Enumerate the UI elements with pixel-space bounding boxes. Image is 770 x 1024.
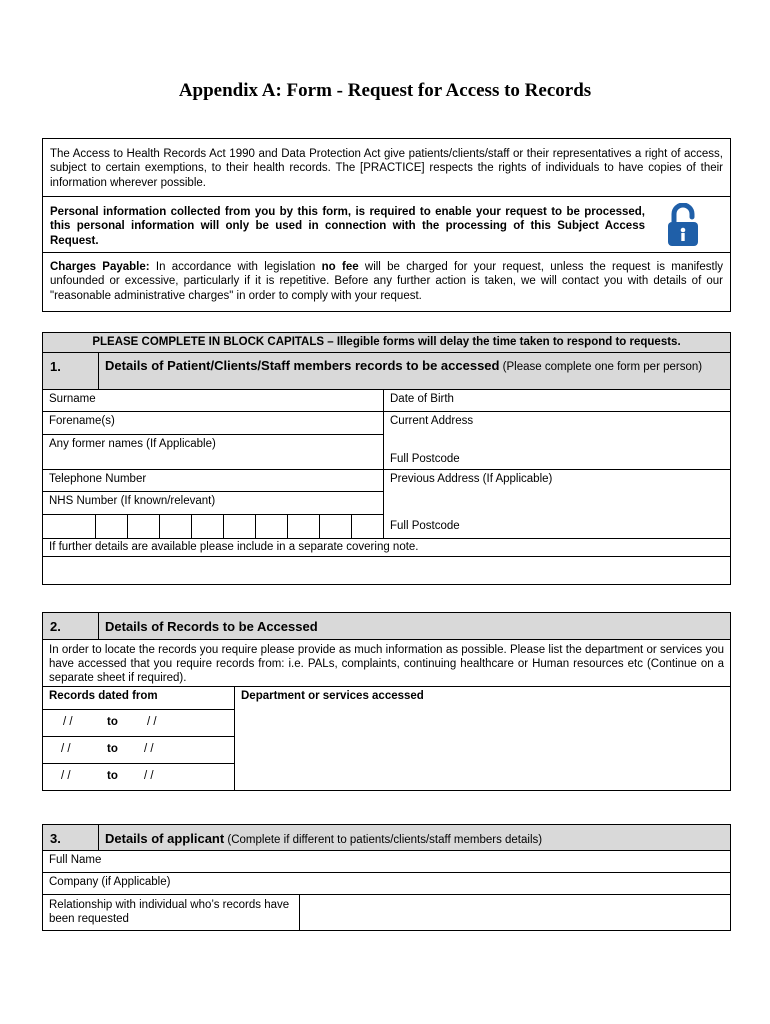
section3-heading: Details of applicant [105,831,225,846]
date-from: / / [61,743,71,755]
further-details-note: If further details are available please include in a separate covering note. [42,538,731,557]
nhs-digit-box[interactable] [223,514,256,539]
privacy-notice [43,196,730,253]
section3-number: 3. [50,831,61,846]
date-range-row-3[interactable] [42,763,235,791]
date-to: / / [147,716,157,728]
charges-label: Charges Payable: [50,261,150,273]
nhs-digit-box[interactable] [127,514,160,539]
privacy-notice-text: Personal information collected from you by this form, is required to enable your request to be processed, this personal information will only be used in connection with the processing of this Subject Access Request. [50,206,645,247]
to-label: to [107,716,118,728]
intro-box [42,138,731,312]
section3-heading-note: (Complete if different to patients/clients/staff members details) [224,834,543,846]
section2-number: 2. [50,619,61,634]
previous-address-field[interactable] [383,469,731,539]
date-from: / / [63,716,73,728]
date-range-row-2[interactable] [42,736,235,764]
relationship-label: Relationship with individual who’s records have been requested [42,894,300,931]
date-range-row-1[interactable] [42,709,235,737]
relationship-field[interactable] [299,894,731,931]
date-from: / / [61,770,71,782]
forenames-field[interactable]: Forename(s) [42,411,384,435]
previous-address-label: Previous Address (If Applicable) [390,473,553,485]
section1-heading-note: (Please complete one form per person) [499,361,703,373]
section2-number-cell [42,612,99,640]
to-label: to [107,743,118,755]
section1-heading-cell [98,352,731,390]
section1-number: 1. [50,359,61,374]
section2-heading: Details of Records to be Accessed [105,619,318,634]
telephone-field[interactable]: Telephone Number [42,469,384,492]
section2-instructions: In order to locate the records you require please provide as much information as possible. Please list the department or services you have accessed that you require records from: i.e. PALs, complaints, continuing healthcare or Human resources etc (Continue on a separate sheet if required). [42,639,731,687]
section1-heading: Details of Patient/Clients/Staff members records to be accessed [105,358,500,373]
surname-field[interactable]: Surname [42,389,384,412]
charges-text-b: will be charged for your request, unless the request is manifestly unfounded or excessive, particularly if it is repetitive. Before any further action is taken, we will contact you with details of our "reasonable administrative charges" in order to comply with your request. [50,261,724,302]
to-label: to [107,770,118,782]
further-details-field[interactable] [42,556,731,585]
date-of-birth-field[interactable]: Date of Birth [383,389,731,412]
full-postcode-label-1: Full Postcode [390,453,460,465]
nhs-digit-box[interactable] [159,514,192,539]
charges-paragraph [43,260,730,303]
nhs-digit-box[interactable] [287,514,320,539]
section1-number-cell [42,352,99,390]
records-dated-from-header: Records dated from [42,686,235,710]
department-header: Department or services accessed [241,690,424,702]
full-postcode-label-2: Full Postcode [390,520,460,532]
nhs-digit-box[interactable] [319,514,352,539]
no-fee-text: no fee [321,261,359,273]
date-to: / / [144,743,154,755]
section3-heading-cell [98,824,731,851]
nhs-number-label: NHS Number (If known/relevant) [42,491,384,515]
block-capitals-banner: PLEASE COMPLETE IN BLOCK CAPITALS – Illegible forms will delay the time taken to respond to requests. [42,332,731,353]
nhs-digit-box[interactable] [191,514,224,539]
page-title: Appendix A: Form - Request for Access to Records [178,80,592,101]
charges-text-a: In accordance with legislation [149,261,322,273]
padlock-open-icon [666,203,700,247]
nhs-digit-box[interactable] [42,514,96,539]
section2-heading-cell [98,612,731,640]
nhs-digit-box[interactable] [95,514,128,539]
section3-number-cell [42,824,99,851]
nhs-digit-box[interactable] [255,514,288,539]
nhs-digit-box[interactable] [351,514,384,539]
department-services-field[interactable] [234,686,731,791]
applicant-company-field[interactable]: Company (if Applicable) [42,872,731,895]
applicant-full-name-field[interactable]: Full Name [42,850,731,873]
current-address-label: Current Address [390,415,474,427]
intro-paragraph: The Access to Health Records Act 1990 and Data Protection Act give patients/clients/staff or their representatives a right of access, subject to certain exemptions, to their health records. The [PRACTICE] respects the rights of individuals to have copies of their information wherever possible. [50,148,723,189]
date-to: / / [144,770,154,782]
former-names-field[interactable]: Any former names (If Applicable) [42,434,384,470]
current-address-field[interactable] [383,411,731,470]
